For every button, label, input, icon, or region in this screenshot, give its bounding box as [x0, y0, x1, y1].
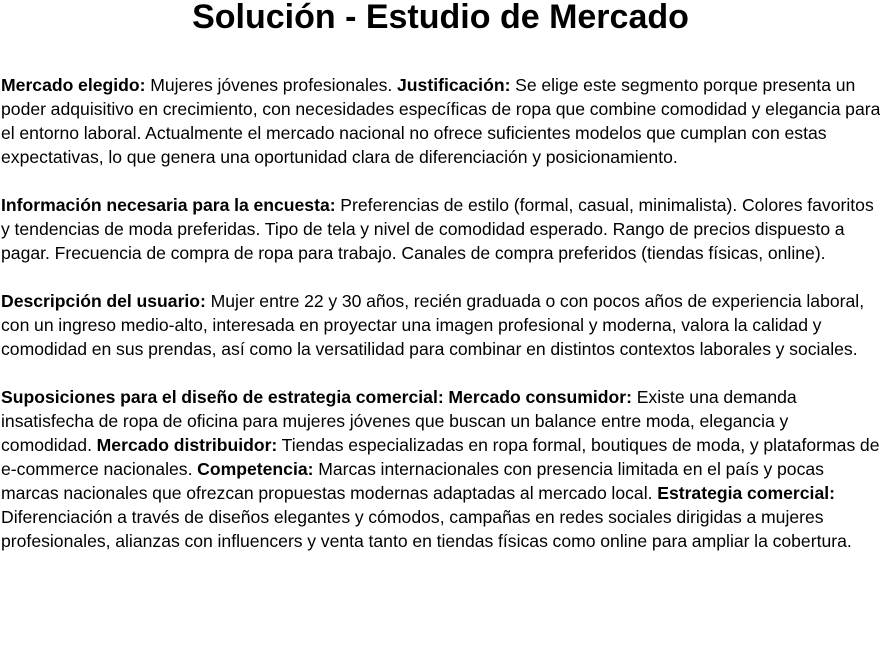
- paragraph-gap: [1, 169, 880, 193]
- paragraph-suposiciones: [1, 385, 880, 553]
- paragraph-mercado-elegido: [1, 73, 880, 169]
- text-estrategia-comercial: Diferenciación a través de diseños elegantes y cómodos, campañas en redes sociales dirigidas a mujeres profesionales, alianzas con influencers y venta tanto en tiendas físicas como online para ampliar la cobertura.: [1, 507, 852, 551]
- text-mercado-elegido: Mujeres jóvenes profesionales.: [145, 75, 398, 95]
- text-mercado-consumidor: Existe una demanda insatisfecha de ropa de oficina para mujeres jóvenes que buscan un balance entre moda, elegancia y comodidad.: [1, 387, 797, 455]
- text-mercado-distribuidor: Tiendas especializadas en ropa formal, boutiques de moda, y plataformas de e-commerce nacionales.: [1, 435, 880, 479]
- label-informacion-encuesta: Información necesaria para la encuesta:: [1, 195, 336, 215]
- label-mercado-distribuidor: Mercado distribuidor:: [96, 435, 278, 455]
- label-estrategia-comercial: Estrategia comercial:: [657, 483, 835, 503]
- text-informacion-encuesta: Preferencias de estilo (formal, casual, minimalista). Colores favoritos y tendencias de moda preferidas. Tipo de tela y nivel de comodidad esperado. Rango de precios dispuesto a pagar. Frecuencia de compra de ropa para trabajo. Canales de compra preferidos (tiendas físicas, online).: [1, 195, 874, 263]
- paragraph-informacion-encuesta: [1, 193, 880, 265]
- text-justificacion: Se elige este segmento porque presenta un poder adquisitivo en crecimiento, con necesidades específicas de ropa que combine comodidad y elegancia para el entorno laboral. Actualmente el mercado nacional no ofrece suficientes modelos que cumplan con estas expectativas, lo que genera una oportunidad clara de diferenciación y posicionamiento.: [1, 75, 880, 167]
- paragraph-descripcion-usuario: [1, 289, 880, 361]
- label-competencia: Competencia:: [197, 459, 314, 479]
- text-competencia: Marcas internacionales con presencia limitada en el país y pocas marcas nacionales que ofrezcan propuestas modernas adaptadas al mercado local.: [1, 459, 824, 503]
- label-mercado-elegido: Mercado elegido:: [1, 75, 146, 95]
- text-descripcion-usuario: Mujer entre 22 y 30 años, recién graduada o con pocos años de experiencia laboral, con un ingreso medio-alto, interesada en proyectar una imagen profesional y moderna, valora la calidad y comodidad en sus prendas, así como la versatilidad para combinar en distintos contextos laborales y sociales.: [1, 291, 865, 359]
- label-justificacion: Justificación:: [397, 75, 511, 95]
- paragraph-gap: [1, 361, 880, 385]
- label-suposiciones-mercado-consumidor: Suposiciones para el diseño de estrategia comercial: Mercado consumidor:: [1, 387, 632, 407]
- page-title: Solución - Estudio de Mercado: [192, 0, 689, 36]
- label-descripcion-usuario: Descripción del usuario:: [1, 291, 206, 311]
- paragraph-gap: [1, 265, 880, 289]
